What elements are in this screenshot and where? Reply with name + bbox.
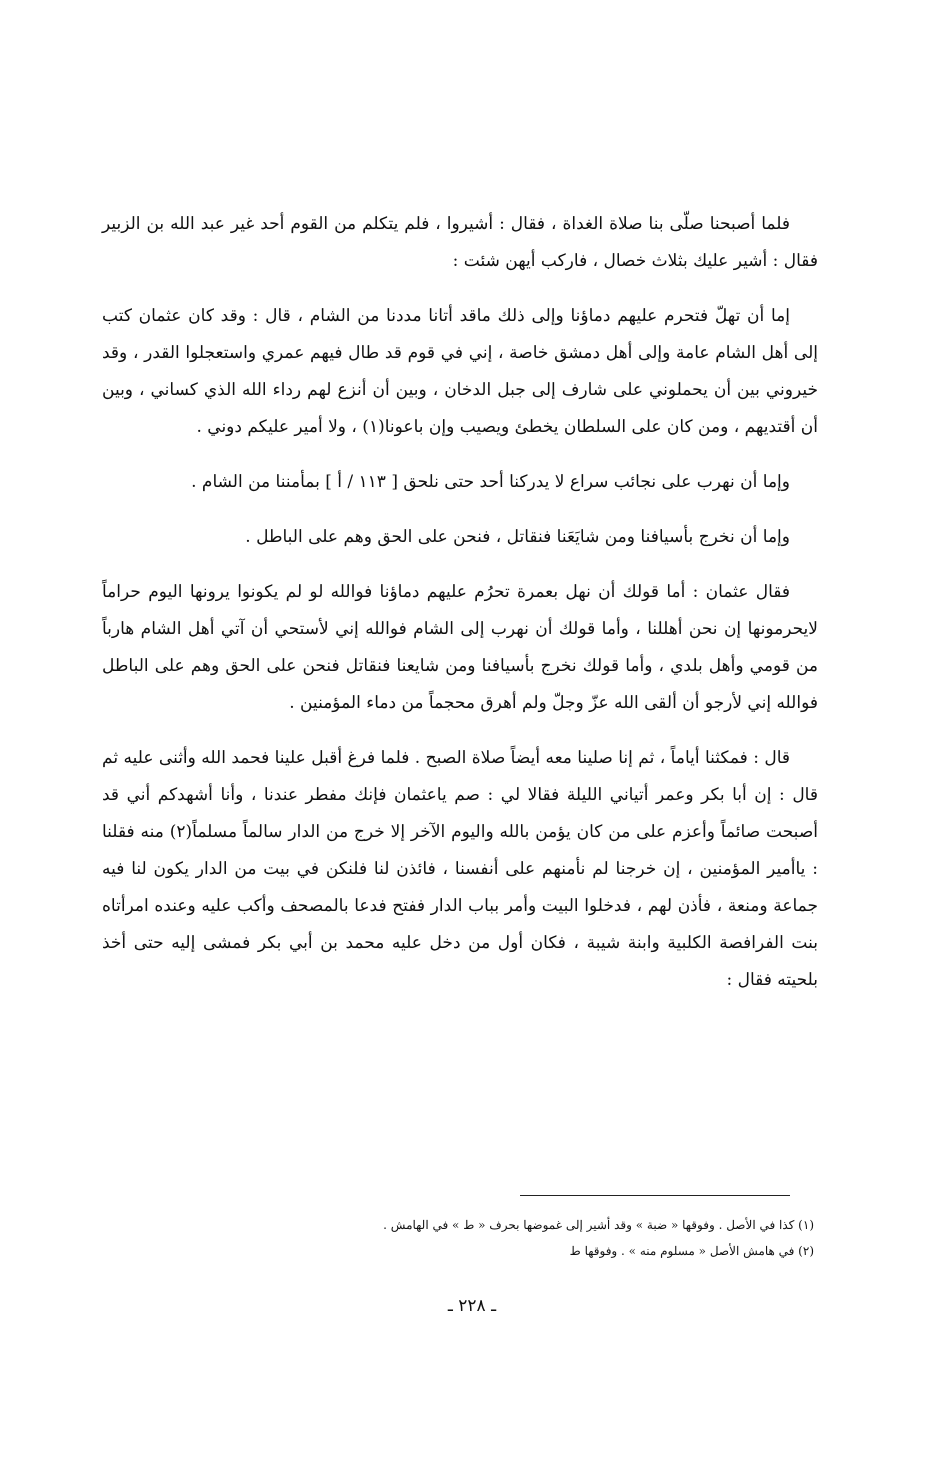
paragraph-1: فلما أصبحنا صلّى بنا صلاة الغداة ، فقال : أشيروا ، فلم يتكلم من القوم أحد غير عبد الله بن الزبير فقال : أشير عليك بثلاث خصال ، فاركب أيهن شئت : [102,214,818,271]
paragraph-4: وإما أن نخرج بأسيافنا ومن شايَعَنا فنقاتل ، فنحن على الحق وهم على الباطل . [245,527,790,547]
footnote-2: (٢) في هامش الأصل « مسلوم منه » . وفوقها ط [569,1244,814,1258]
main-text [102,206,818,1017]
paragraph-2: إما أن تهلّ فتحرم عليهم دماؤنا وإلى ذلك ماقد أتانا مددنا من الشام ، قال : وقد كان عثمان كتب إلى أهل الشام عامة وإلى أهل دمشق خاصة ، إني في قوم قد طال فيهم عمري واستعجلوا القدر ، وقد خيروني بين أن يحملوني على شارف إلى جبل الدخان ، وبين أن أنزع لهم رداء الله الذي كساني ، وبين أن أقتديهم ، ومن كان على السلطان يخطئ ويصيب وإن باعونا(١) ، ولا أمير عليكم دوني . [102,306,818,437]
footnotes [102,1212,814,1264]
paragraph-6: قال : فمكثنا أياماً ، ثم إنا صلينا معه أيضاً صلاة الصبح . فلما فرغ أقبل علينا فحمد الله وأثنى عليه ثم قال : إن أبا بكر وعمر أتياني الليلة فقالا لي : صم ياعثمان فإنك مفطر عندنا ، وأنا أشهدكم أني قد أصبحت صائماً وأعزم على من كان يؤمن بالله واليوم الآخر إلا خرج من الدار سالماً مسلماً(٢) منه فقلنا : ياأمير المؤمنين ، إن خرجنا لم نأمنهم على أنفسنا ، فائذن لنا فلنكن في بيت من الدار يكون لنا فيه جماعة ومنعة ، فأذن لهم ، فدخلوا البيت وأمر بباب الدار ففتح فدعا بالمصحف وأكب عليه وعنده امرأتاه بنت الفرافصة الكلبية وابنة شيبة ، فكان أول من دخل عليه محمد بن أبي بكر فمشى إليه حتى أخذ بلحيته فقال : [102,748,818,990]
paragraph-3: وإما أن نهرب على نجائب سراع لا يدركنا أحد حتى نلحق [ ١١٣ / أ ] بمأمننا من الشام . [191,472,790,492]
footnote-1: (١) كذا في الأصل . وفوقها « ضبة » وقد أشير إلى غموضها بحرف « ط » في الهامش . [383,1218,814,1232]
footnote-divider [520,1195,790,1196]
paragraph-5: فقال عثمان : أما قولك أن نهل بعمرة تحرُم عليهم دماؤنا فوالله لو لم يكونوا يرونها اليوم حراماً لايحرمونها إن نحن أهللنا ، وأما قولك أن نهرب إلى الشام فوالله إني لأستحي أن آتي أهل الشام هارباً من قومي وأهل بلدي ، وأما قولك نخرج بأسيافنا ومن شايعنا فنقاتل فنحن على الحق وهم على الباطل فوالله إني لأرجو أن ألقى الله عزّ وجلّ ولم أهرق محجماً من دماء المؤمنين . [102,582,818,713]
page-number: ـ ٢٢٨ ـ [447,1296,497,1316]
